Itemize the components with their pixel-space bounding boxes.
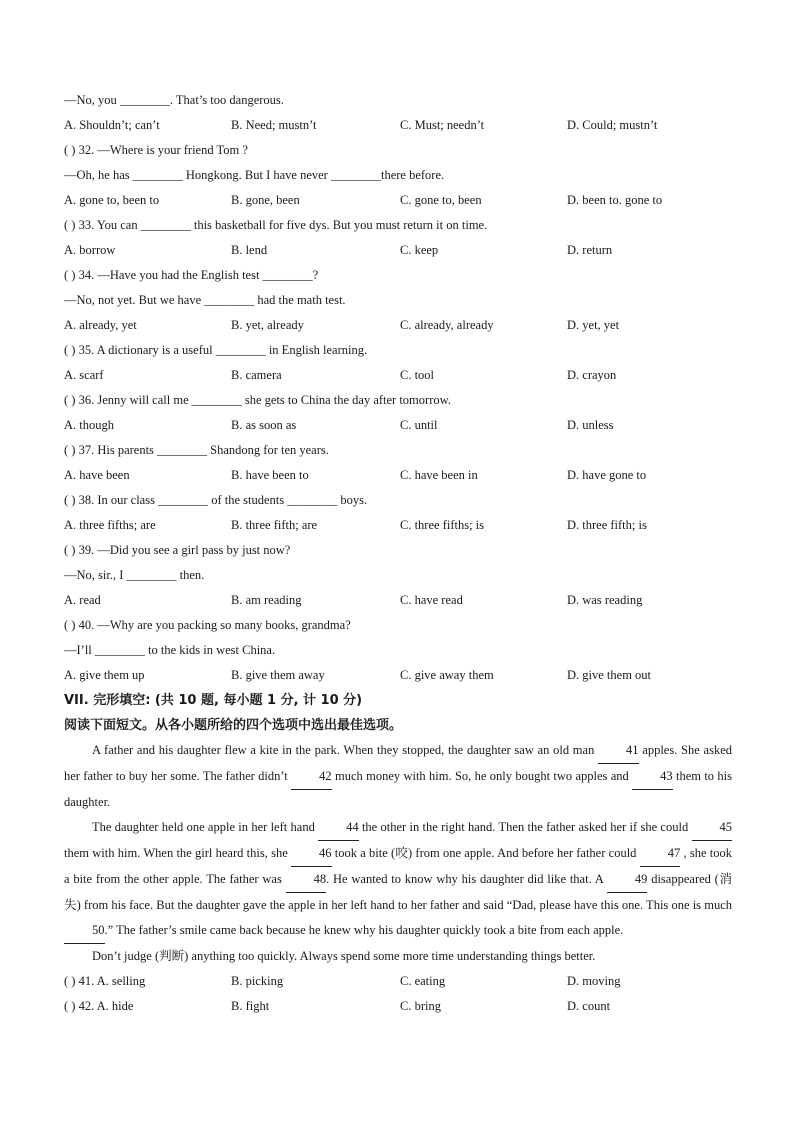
passage-text: them with him. When the girl heard this, she bbox=[64, 846, 291, 860]
q35-stem: ( ) 35. A dictionary is a useful ________ in English learning. bbox=[64, 343, 368, 357]
q32-options bbox=[64, 188, 732, 213]
option-c: C. bring bbox=[400, 999, 441, 1013]
passage-text: much money with him. So, he only bought two apples and bbox=[331, 769, 633, 783]
option-a: A. though bbox=[64, 418, 114, 432]
option-b: B. camera bbox=[231, 368, 282, 382]
q34-options bbox=[64, 313, 732, 338]
option-b: B. three fifth; are bbox=[231, 518, 318, 532]
passage-text: disappeared (消失) from his face. But the daughter gave the apple in her left hand to her father and said “Dad, please have this one. This one is much bbox=[64, 872, 733, 912]
option-a: A. Shouldn’t; can’t bbox=[64, 118, 160, 132]
blank-46: 46 bbox=[291, 841, 332, 867]
passage-text: .” The father’s smile came back because he knew why his daughter quickly took a bite from each apple. bbox=[104, 923, 624, 937]
option-d: D. give them out bbox=[567, 668, 652, 682]
option-c: C. Must; needn’t bbox=[400, 118, 485, 132]
blank-50: 50 bbox=[64, 918, 105, 944]
blank-48: 48 bbox=[286, 867, 327, 893]
q40-line2: —I’ll ________ to the kids in west China. bbox=[64, 643, 276, 657]
q32-line2: —Oh, he has ________ Hongkong. But I have never ________there before. bbox=[64, 168, 445, 182]
passage-text: , she took a bite from the other apple. The father was bbox=[64, 846, 732, 886]
q35-options bbox=[64, 363, 732, 388]
option-b: B. gone, been bbox=[231, 193, 300, 207]
passage-paragraph-3: Don’t judge (判断) anything too quickly. Always spend some more time understanding things better. bbox=[92, 949, 596, 963]
option-a: A. borrow bbox=[64, 243, 116, 257]
blank-47: 47 bbox=[640, 841, 681, 867]
q39-line2: —No, sir., I ________ then. bbox=[64, 568, 205, 582]
q34-line2: —No, not yet. But we have ________ had the math test. bbox=[64, 293, 346, 307]
passage-text: A father and his daughter flew a kite in the park. When they stopped, the daughter saw an old man bbox=[92, 743, 599, 757]
option-b: B. picking bbox=[231, 974, 284, 988]
blank-45: 45 bbox=[692, 815, 733, 841]
option-c: C. keep bbox=[400, 243, 439, 257]
option-c: C. gone to, been bbox=[400, 193, 482, 207]
option-a: A. three fifths; are bbox=[64, 518, 156, 532]
option-d: D. have gone to bbox=[567, 468, 647, 482]
option-b: B. yet, already bbox=[231, 318, 304, 332]
option-a: A. scarf bbox=[64, 368, 104, 382]
option-a: A. read bbox=[64, 593, 101, 607]
blank-49: 49 bbox=[607, 867, 648, 893]
q40-options bbox=[64, 663, 732, 688]
passage-text: took a bite (咬) from one apple. And before her father could bbox=[331, 846, 640, 860]
blank-44: 44 bbox=[318, 815, 359, 841]
option-b: B. as soon as bbox=[231, 418, 297, 432]
q32-stem: ( ) 32. —Where is your friend Tom ? bbox=[64, 143, 248, 157]
option-c: C. have read bbox=[400, 593, 463, 607]
option-a: A. have been bbox=[64, 468, 130, 482]
section-title: VII. 完形填空: (共 10 题, 每小题 1 分, 计 10 分) bbox=[64, 693, 363, 708]
q42-options bbox=[64, 994, 732, 1019]
q38-stem: ( ) 38. In our class ________ of the students ________ boys. bbox=[64, 493, 368, 507]
option-d: D. crayon bbox=[567, 368, 617, 382]
option-d: D. unless bbox=[567, 418, 614, 432]
option-d: D. Could; mustn’t bbox=[567, 118, 658, 132]
q37-stem: ( ) 37. His parents ________ Shandong for ten years. bbox=[64, 443, 329, 457]
q41-stem: ( ) 41. A. selling bbox=[64, 974, 146, 988]
option-b: B. have been to bbox=[231, 468, 309, 482]
q41-options bbox=[64, 969, 732, 994]
blank-41: 41 bbox=[598, 738, 639, 764]
option-d: D. return bbox=[567, 243, 613, 257]
q33-stem: ( ) 33. You can ________ this basketball for five dys. But you must return it on time. bbox=[64, 218, 488, 232]
q31-answer-line: —No, you ________. That’s too dangerous. bbox=[64, 93, 284, 107]
passage-paragraph-1 bbox=[64, 738, 732, 815]
option-b: B. give them away bbox=[231, 668, 325, 682]
option-c: C. eating bbox=[400, 974, 446, 988]
q39-options bbox=[64, 588, 732, 613]
q34-stem: ( ) 34. —Have you had the English test ________? bbox=[64, 268, 319, 282]
q33-options bbox=[64, 238, 732, 263]
option-c: C. until bbox=[400, 418, 438, 432]
q37-options bbox=[64, 463, 732, 488]
passage-text: The daughter held one apple in her left hand bbox=[92, 820, 319, 834]
option-c: C. have been in bbox=[400, 468, 478, 482]
option-d: D. moving bbox=[567, 974, 621, 988]
option-d: D. yet, yet bbox=[567, 318, 620, 332]
blank-42: 42 bbox=[291, 764, 332, 790]
option-c: C. tool bbox=[400, 368, 435, 382]
q36-options bbox=[64, 413, 732, 438]
q42-stem: ( ) 42. A. hide bbox=[64, 999, 134, 1013]
passage-paragraph-2 bbox=[64, 815, 732, 944]
option-b: B. fight bbox=[231, 999, 270, 1013]
q31-options bbox=[64, 113, 732, 138]
passage-text: apples. She asked her father to buy her some. The father didn’t bbox=[64, 743, 732, 783]
option-c: C. three fifths; is bbox=[400, 518, 485, 532]
option-a: A. already, yet bbox=[64, 318, 137, 332]
q38-options bbox=[64, 513, 732, 538]
exam-page bbox=[64, 88, 732, 1019]
option-c: C. give away them bbox=[400, 668, 494, 682]
passage-text: the other in the right hand. Then the father asked her if she could bbox=[358, 820, 692, 834]
option-a: A. give them up bbox=[64, 668, 145, 682]
option-d: D. was reading bbox=[567, 593, 643, 607]
q36-stem: ( ) 36. Jenny will call me ________ she gets to China the day after tomorrow. bbox=[64, 393, 451, 407]
blank-43: 43 bbox=[632, 764, 673, 790]
option-d: D. count bbox=[567, 999, 611, 1013]
q39-stem: ( ) 39. —Did you see a girl pass by just now? bbox=[64, 543, 291, 557]
option-b: B. lend bbox=[231, 243, 268, 257]
section-instruction: 阅读下面短文。从各小题所给的四个选项中选出最佳选项。 bbox=[64, 718, 403, 733]
passage-text: . He wanted to know why his daughter did like that. A bbox=[326, 872, 607, 886]
option-a: A. gone to, been to bbox=[64, 193, 160, 207]
passage-text: them to his daughter. bbox=[64, 769, 732, 809]
option-c: C. already, already bbox=[400, 318, 494, 332]
option-b: B. am reading bbox=[231, 593, 302, 607]
option-d: D. three fifth; is bbox=[567, 518, 647, 532]
option-d: D. been to. gone to bbox=[567, 193, 663, 207]
option-b: B. Need; mustn’t bbox=[231, 118, 317, 132]
q40-stem: ( ) 40. —Why are you packing so many books, grandma? bbox=[64, 618, 351, 632]
